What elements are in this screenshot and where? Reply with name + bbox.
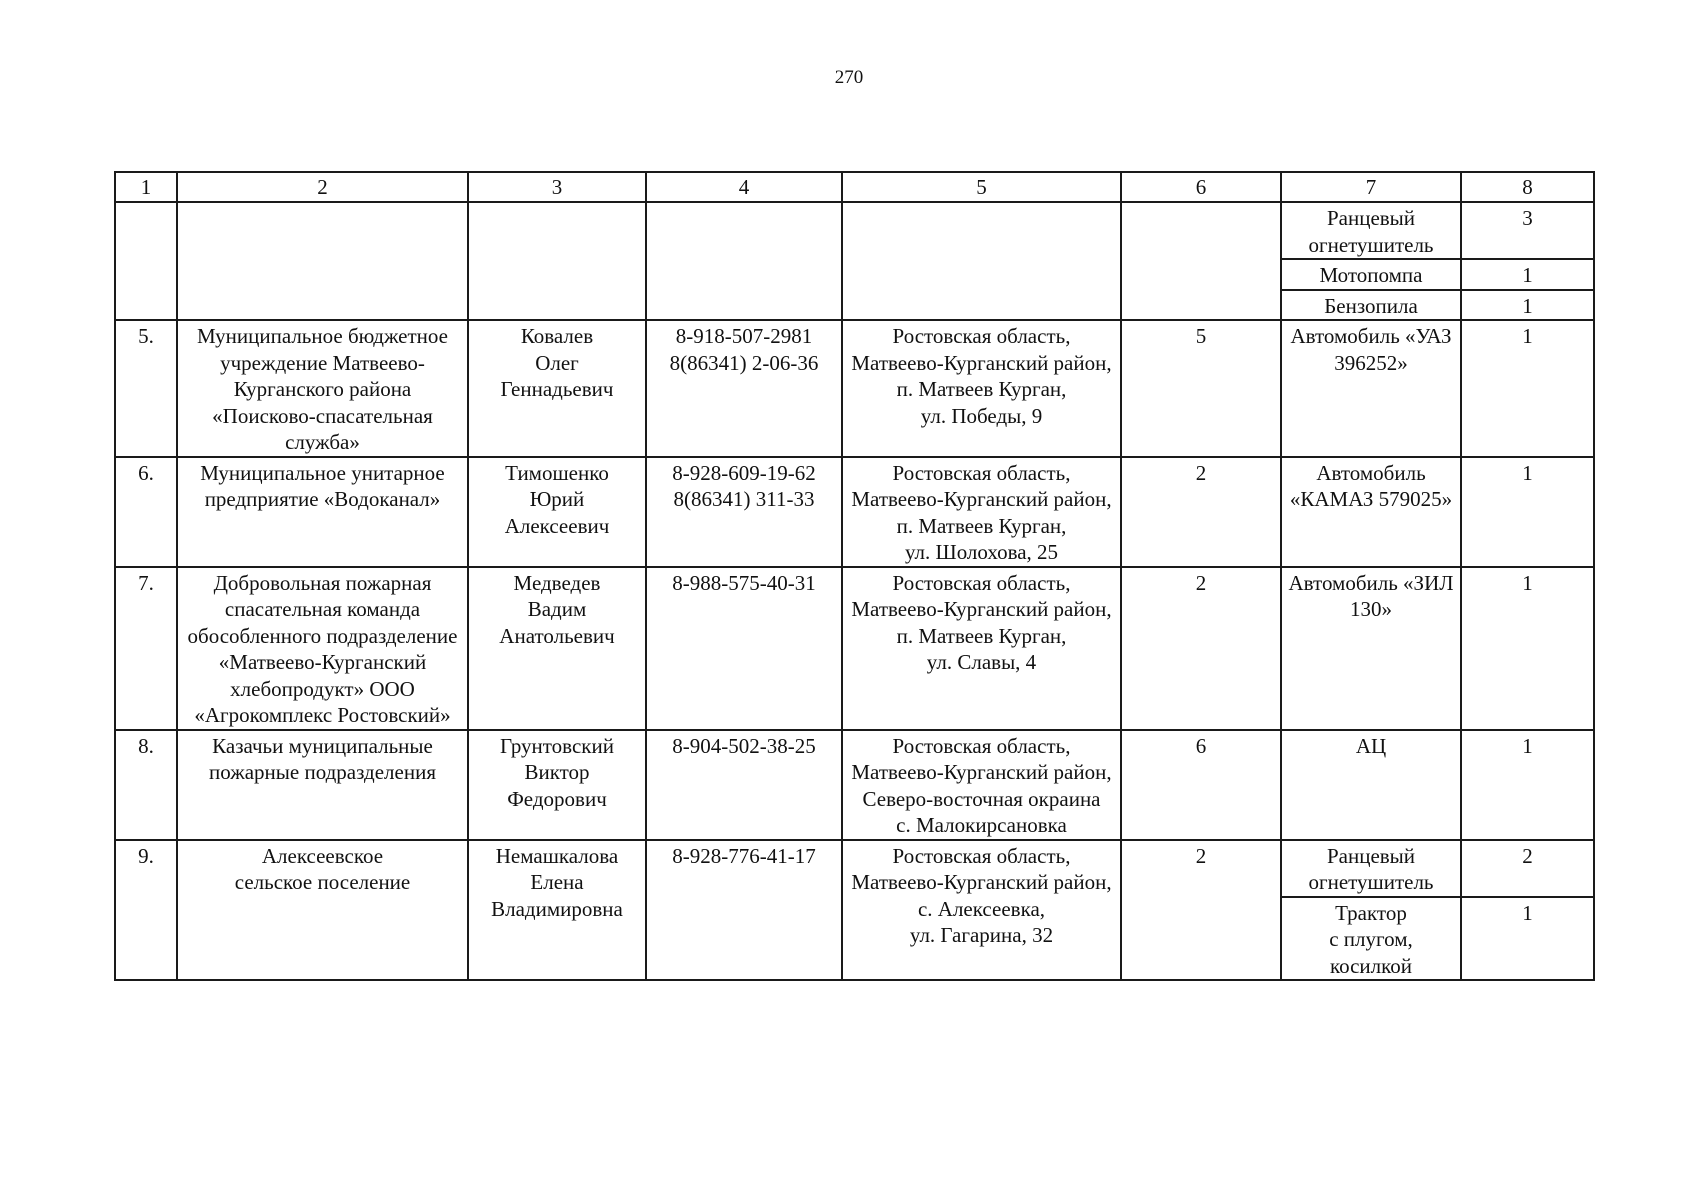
registry-table bbox=[114, 171, 1595, 981]
phone-cell bbox=[646, 202, 842, 320]
equipment-cell: Автомобиль «УАЗ 396252» bbox=[1281, 320, 1461, 457]
address-cell: Ростовская область, Матвеево-Курганский район, п. Матвеев Курган, ул. Славы, 4 bbox=[842, 567, 1121, 730]
column-number: 3 bbox=[468, 172, 646, 202]
equipment-cell: Ранцевый огнетушитель bbox=[1281, 840, 1461, 897]
equipment-count-cell: 3 bbox=[1461, 202, 1594, 259]
address-cell bbox=[842, 202, 1121, 320]
equipment-cell: Автомобиль «КАМАЗ 579025» bbox=[1281, 457, 1461, 567]
address-cell: Ростовская область, Матвеево-Курганский район, п. Матвеев Курган, ул. Победы, 9 bbox=[842, 320, 1121, 457]
column-number: 7 bbox=[1281, 172, 1461, 202]
head-cell: Грунтовский Виктор Федорович bbox=[468, 730, 646, 840]
column-number: 5 bbox=[842, 172, 1121, 202]
address-cell: Ростовская область, Матвеево-Курганский район, с. Алексеевка, ул. Гагарина, 32 bbox=[842, 840, 1121, 981]
equipment-cell: АЦ bbox=[1281, 730, 1461, 840]
head-cell: Медведев Вадим Анатольевич bbox=[468, 567, 646, 730]
staff-cell bbox=[1121, 202, 1281, 320]
equipment-count-cell: 1 bbox=[1461, 457, 1594, 567]
equipment-cell: Автомобиль «ЗИЛ 130» bbox=[1281, 567, 1461, 730]
phone-cell: 8-918-507-2981 8(86341) 2-06-36 bbox=[646, 320, 842, 457]
column-number: 4 bbox=[646, 172, 842, 202]
staff-cell: 2 bbox=[1121, 840, 1281, 981]
staff-cell: 5 bbox=[1121, 320, 1281, 457]
staff-cell: 6 bbox=[1121, 730, 1281, 840]
row-number-cell: 9. bbox=[115, 840, 177, 981]
head-cell: Немашкалова Елена Владимировна bbox=[468, 840, 646, 981]
organization-cell bbox=[177, 202, 468, 320]
equipment-count-cell: 1 bbox=[1461, 730, 1594, 840]
head-cell: Тимошенко Юрий Алексеевич bbox=[468, 457, 646, 567]
table-row bbox=[115, 320, 1594, 457]
table-row bbox=[115, 202, 1594, 259]
column-number: 2 bbox=[177, 172, 468, 202]
row-number-cell bbox=[115, 202, 177, 320]
equipment-count-cell: 1 bbox=[1461, 567, 1594, 730]
organization-cell: Муниципальное унитарное предприятие «Водоканал» bbox=[177, 457, 468, 567]
column-number: 1 bbox=[115, 172, 177, 202]
equipment-count-cell: 2 bbox=[1461, 840, 1594, 897]
table-row bbox=[115, 730, 1594, 840]
staff-cell: 2 bbox=[1121, 567, 1281, 730]
organization-cell: Казачьи муниципальные пожарные подразделения bbox=[177, 730, 468, 840]
row-number-cell: 7. bbox=[115, 567, 177, 730]
organization-cell: Алексеевское сельское поселение bbox=[177, 840, 468, 981]
address-cell: Ростовская область, Матвеево-Курганский район, Северо-восточная окраина с. Малокирсановка bbox=[842, 730, 1121, 840]
staff-cell: 2 bbox=[1121, 457, 1281, 567]
column-number: 8 bbox=[1461, 172, 1594, 202]
equipment-cell: Трактор с плугом, косилкой bbox=[1281, 897, 1461, 981]
head-cell bbox=[468, 202, 646, 320]
phone-cell: 8-904-502-38-25 bbox=[646, 730, 842, 840]
equipment-count-cell: 1 bbox=[1461, 897, 1594, 981]
organization-cell: Добровольная пожарная спасательная команда обособленного подразделение «Матвеево-Курганский хлебопродукт» ООО «Агрокомплекс Ростовский» bbox=[177, 567, 468, 730]
organization-cell: Муниципальное бюджетное учреждение Матвеево-Курганского района «Поисково-спасательная служба» bbox=[177, 320, 468, 457]
phone-cell: 8-928-609-19-62 8(86341) 311-33 bbox=[646, 457, 842, 567]
equipment-cell: Мотопомпа bbox=[1281, 259, 1461, 290]
address-cell: Ростовская область, Матвеево-Курганский район, п. Матвеев Курган, ул. Шолохова, 25 bbox=[842, 457, 1121, 567]
equipment-count-cell: 1 bbox=[1461, 259, 1594, 290]
head-cell: Ковалев Олег Геннадьевич bbox=[468, 320, 646, 457]
row-number-cell: 8. bbox=[115, 730, 177, 840]
header-row bbox=[115, 172, 1594, 202]
row-number-cell: 6. bbox=[115, 457, 177, 567]
equipment-cell: Ранцевый огнетушитель bbox=[1281, 202, 1461, 259]
equipment-cell: Бензопила bbox=[1281, 290, 1461, 321]
column-number: 6 bbox=[1121, 172, 1281, 202]
table-row bbox=[115, 457, 1594, 567]
equipment-count-cell: 1 bbox=[1461, 320, 1594, 457]
page-number: 270 bbox=[834, 67, 864, 88]
phone-cell: 8-988-575-40-31 bbox=[646, 567, 842, 730]
phone-cell: 8-928-776-41-17 bbox=[646, 840, 842, 981]
table-row bbox=[115, 840, 1594, 897]
row-number-cell: 5. bbox=[115, 320, 177, 457]
equipment-count-cell: 1 bbox=[1461, 290, 1594, 321]
table-row bbox=[115, 567, 1594, 730]
